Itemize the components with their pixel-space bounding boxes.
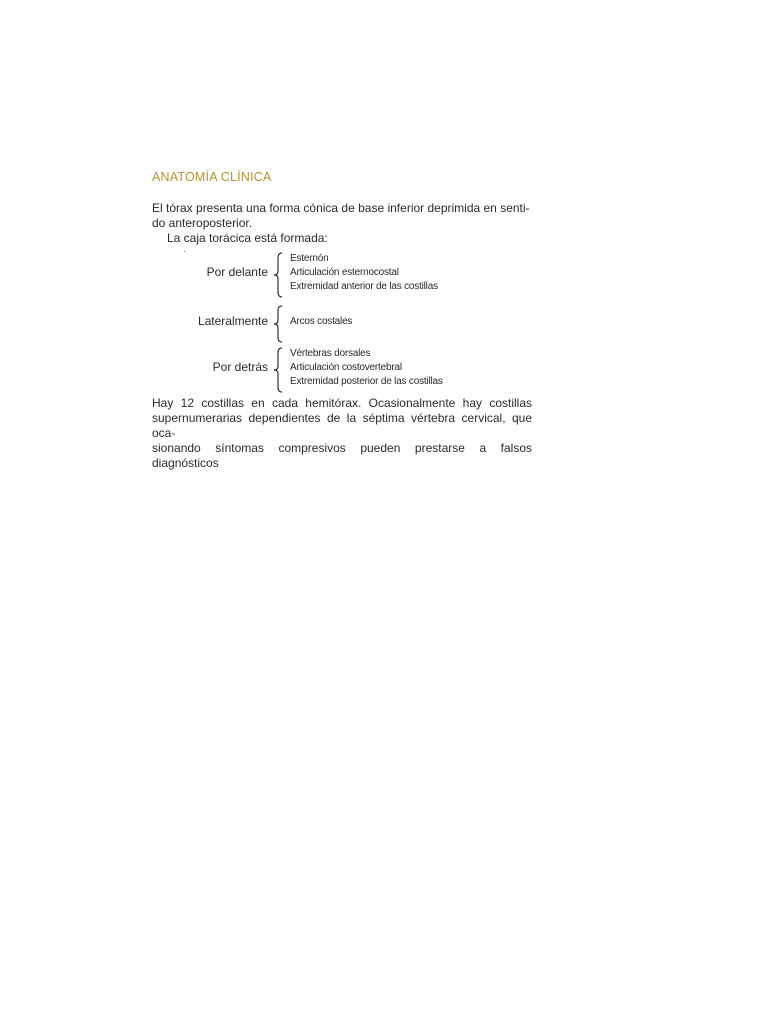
intro-paragraph [152,201,532,231]
list-item: Extremidad anterior de las costillas [290,281,438,292]
group-items-front [290,252,438,294]
ribs-paragraph [152,396,532,471]
list-item: Articulación costovertebral [290,362,402,373]
intro-line-1: El tórax presenta una forma cónica de base inferior deprimida en senti- [152,201,530,215]
stray-dot-mark: · [183,246,186,256]
ribs-line-2: supernumerarias dependientes de la séptima vértebra cervical, que oca- [152,411,532,440]
intro-line-2: do anteroposterior. [152,216,253,230]
brace-icon [272,347,286,393]
ribs-line-1: Hay 12 costillas en cada hemitórax. Ocasionalmente hay costillas [152,396,532,410]
list-item: Vértebras dorsales [290,348,371,359]
list-item: Extremidad posterior de las costillas [290,376,443,387]
group-back [150,347,550,393]
section-heading: ANATOMÍA CLÍNICA [152,170,272,184]
group-front [150,252,550,298]
group-label-front: Por delante [206,265,268,279]
list-item: Articulación esternocostal [290,267,399,278]
brace-icon [272,305,286,343]
group-label-lateral: Lateralmente [197,314,268,328]
ribs-line-3: sionando síntomas compresivos pueden prestarse a falsos diagnósticos [152,441,532,470]
group-items-lateral [290,315,352,329]
group-items-back [290,347,443,389]
list-item: Esternón [290,253,329,264]
brace-icon [272,252,286,298]
group-lateral [150,305,550,343]
ribcage-intro: La caja torácica está formada: [167,231,328,245]
group-label-back: Por detrás [212,360,268,374]
list-item: Arcos costales [290,316,353,327]
